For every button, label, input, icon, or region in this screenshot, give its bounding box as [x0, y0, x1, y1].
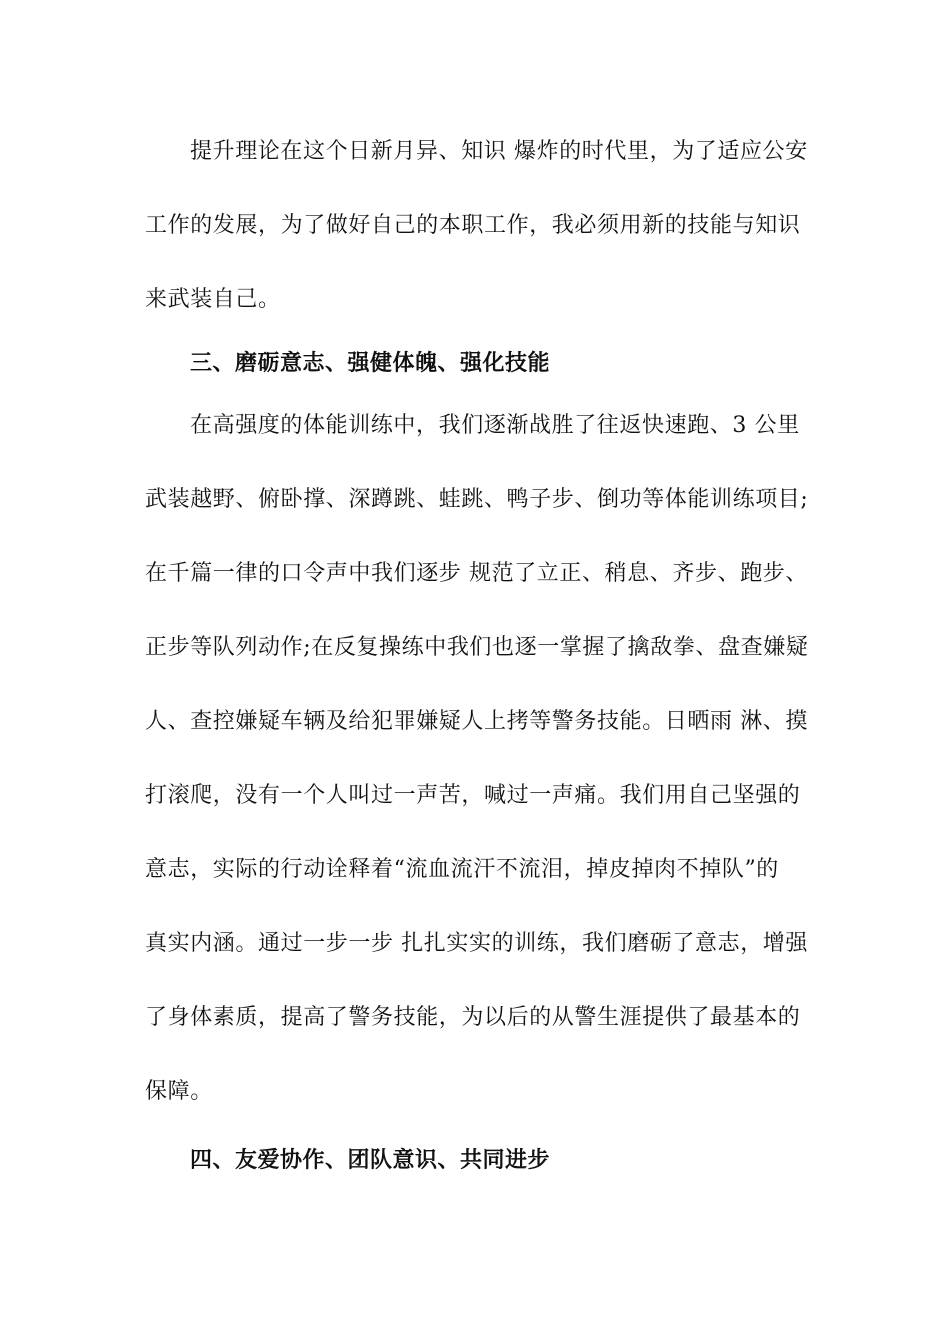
paragraph-line: 工作的发展，为了做好自己的本职工作，我必须用新的技能与知识	[145, 213, 801, 238]
paragraph-line: 真实内涵。通过一步一步 扎扎实实的训练，我们磨砺了意志，增强	[145, 931, 808, 956]
paragraph-line: 提升理论在这个日新月异、知识 爆炸的时代里，为了适应公安	[190, 139, 808, 164]
paragraph-line: 保障。	[145, 1079, 213, 1104]
paragraph-line: 来武装自己。	[145, 287, 281, 312]
paragraph-line: 人、查控嫌疑车辆及给犯罪嫌疑人上拷等警务技能。日晒雨 淋、摸	[145, 709, 808, 734]
paragraph-line: 在高强度的体能训练中，我们逐渐战胜了往返快速跑、3 公里	[190, 413, 800, 438]
paragraph-line: 武装越野、俯卧撑、深蹲跳、蛙跳、鸭子步、倒功等体能训练项目;	[145, 487, 809, 512]
paragraph-line: 了身体素质，提高了警务技能，为以后的从警生涯提供了最基本的	[145, 1005, 801, 1030]
paragraph-line: 正步等队列动作;在反复操练中我们也逐一掌握了擒敌拳、盘查嫌疑	[145, 635, 809, 660]
paragraph-line: 在千篇一律的口令声中我们逐步 规范了立正、稍息、齐步、跑步、	[145, 561, 808, 586]
section-heading-4: 四、友爱协作、团队意识、共同进步	[190, 1147, 551, 1173]
paragraph-line: 打滚爬，没有一个人叫过一声苦，喊过一声痛。我们用自己坚强的	[145, 783, 801, 808]
paragraph-line: 意志，实际的行动诠释着“流血流汗不流泪，掉皮掉肉不掉队”的	[145, 857, 779, 882]
section-heading-3: 三、磨砺意志、强健体魄、强化技能	[190, 350, 551, 376]
